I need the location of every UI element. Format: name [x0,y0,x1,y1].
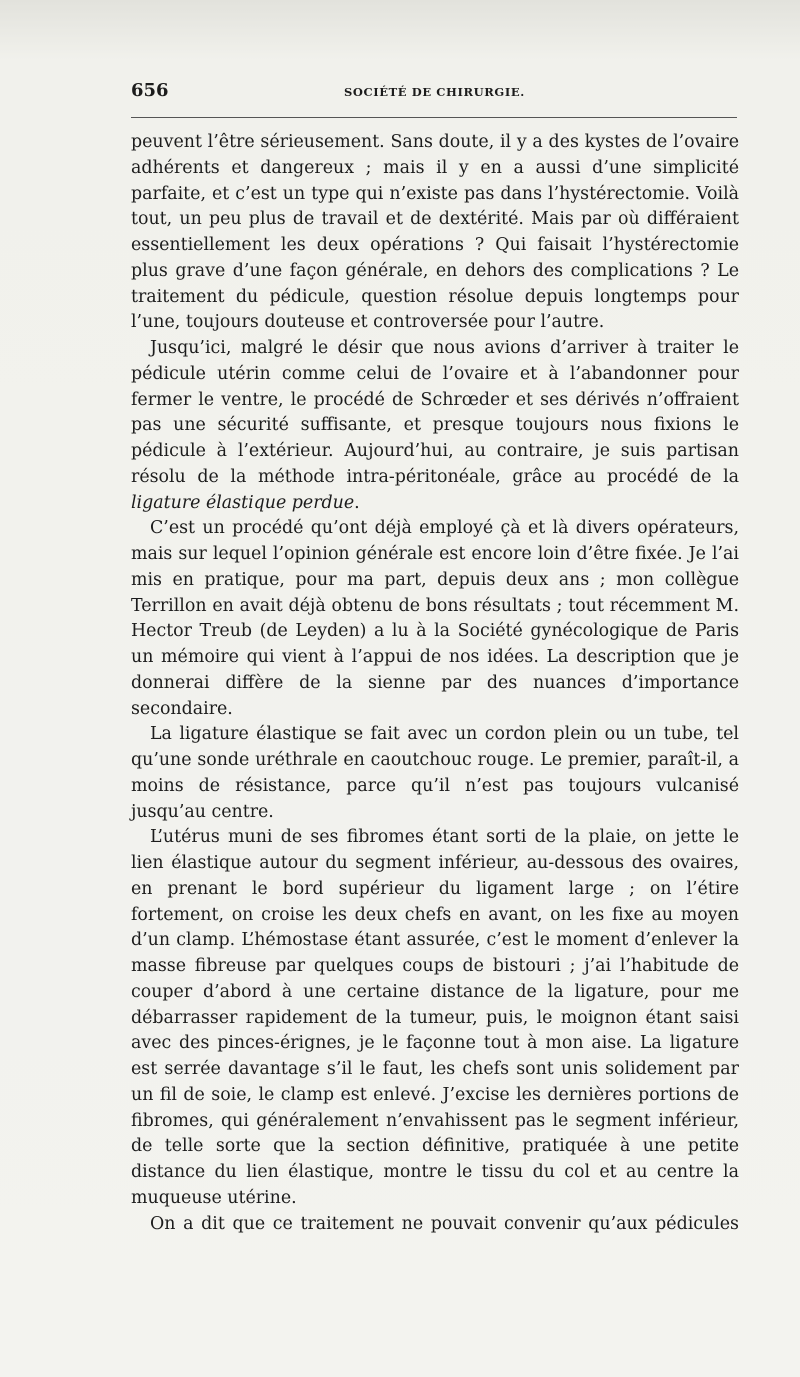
paragraph-3: C’est un procédé qu’ont déjà employé çà et là divers opérateurs, mais sur lequel l’opinion générale est encore loin d’être fixée. Je l’ai mis en pratique, pour ma part, depuis deux ans ; mon collègue Terrillon en avait déjà obtenu de bons résultats ; tout récemment M. Hector Treub (de Leyden) a lu à la Société gynécologique de Paris un mémoire qui vient à l’appui de nos idées. La description que je donnerai diffère de la sienne par des nuances d’importance secondaire. [131,518,739,719]
header-rule [131,117,737,118]
paragraph-2-text: Jusqu’ici, malgré le désir que nous avions d’arriver à traiter le pédicule utérin comme celui de l’ovaire et à l’abandonner pour fermer le ventre, le procédé de Schrœder et ses dérivés n’offraient pas une sécurité suffisante, et presque toujours nous fixions le pédicule à l’extérieur. Aujourd’hui, au contraire, je suis partisan résolu de la méthode intra-péritonéale, grâce au procédé de la [131,338,739,487]
paragraph-5: L’utérus muni de ses fibromes étant sorti de la plaie, on jette le lien élastique autour du segment inférieur, au-dessous des ovaires, en prenant le bord supérieur du ligament large ; on l’étire fortement, on croise les deux chefs en avant, on les fixe au moyen d’un clamp. L’hémostase étant assurée, c’est le moment d’enlever la masse fibreuse par quelques coups de bistouri ; j’ai l’habitude de couper d’abord à une certaine distance de la ligature, pour me débarrasser rapidement de la tumeur, puis, le moignon étant saisi avec des pinces-érignes, je le façonne tout à mon aise. La ligature est serrée davantage s’il le faut, les chefs sont unis solidement par un fil de soie, le clamp est enlevé. J’excise les dernières portions de fibromes, qui généralement n’envahissent pas le segment inférieur, de telle sorte que la section définitive, pratiquée à une petite distance du lien élastique, montre le tissu du col et au centre la muqueuse utérine. [131,827,739,1208]
paragraph-6: On a dit que ce traitement ne pouvait convenir qu’aux pédicules [150,1213,739,1234]
paragraph-2-end: . [354,492,360,513]
running-head: SOCIÉTÉ DE CHIRURGIE. [344,85,525,99]
body-text [131,130,739,1237]
page-number: 656 [131,80,169,101]
paragraph-1: peuvent l’être sérieusement. Sans doute, il y a des kystes de l’ovaire adhérents et dangereux ; mais il y en a aussi d’une simplicité parfaite, et c’est un type qui n’existe pas dans l’hystérectomie. Voilà tout, un peu plus de travail et de dextérité. Mais par où différaient essentiellement les deux opérations ? Qui faisait l’hystérectomie plus grave d’une façon générale, en dehors des complications ? Le traitement du pédicule, question résolue depuis longtemps pour l’une, toujours douteuse et controversée pour l’autre. [131,132,739,333]
page-header [131,78,737,108]
paragraph-2-italic: ligature élastique perdue [131,492,355,513]
paragraph-2 [131,336,739,516]
paragraph-4: La ligature élastique se fait avec un cordon plein ou un tube, tel qu’une sonde uréthrale en caoutchouc rouge. Le premier, paraît-il, a moins de résistance, parce qu’il n’est pas toujours vulcanisé jusqu’au centre. [131,724,739,822]
